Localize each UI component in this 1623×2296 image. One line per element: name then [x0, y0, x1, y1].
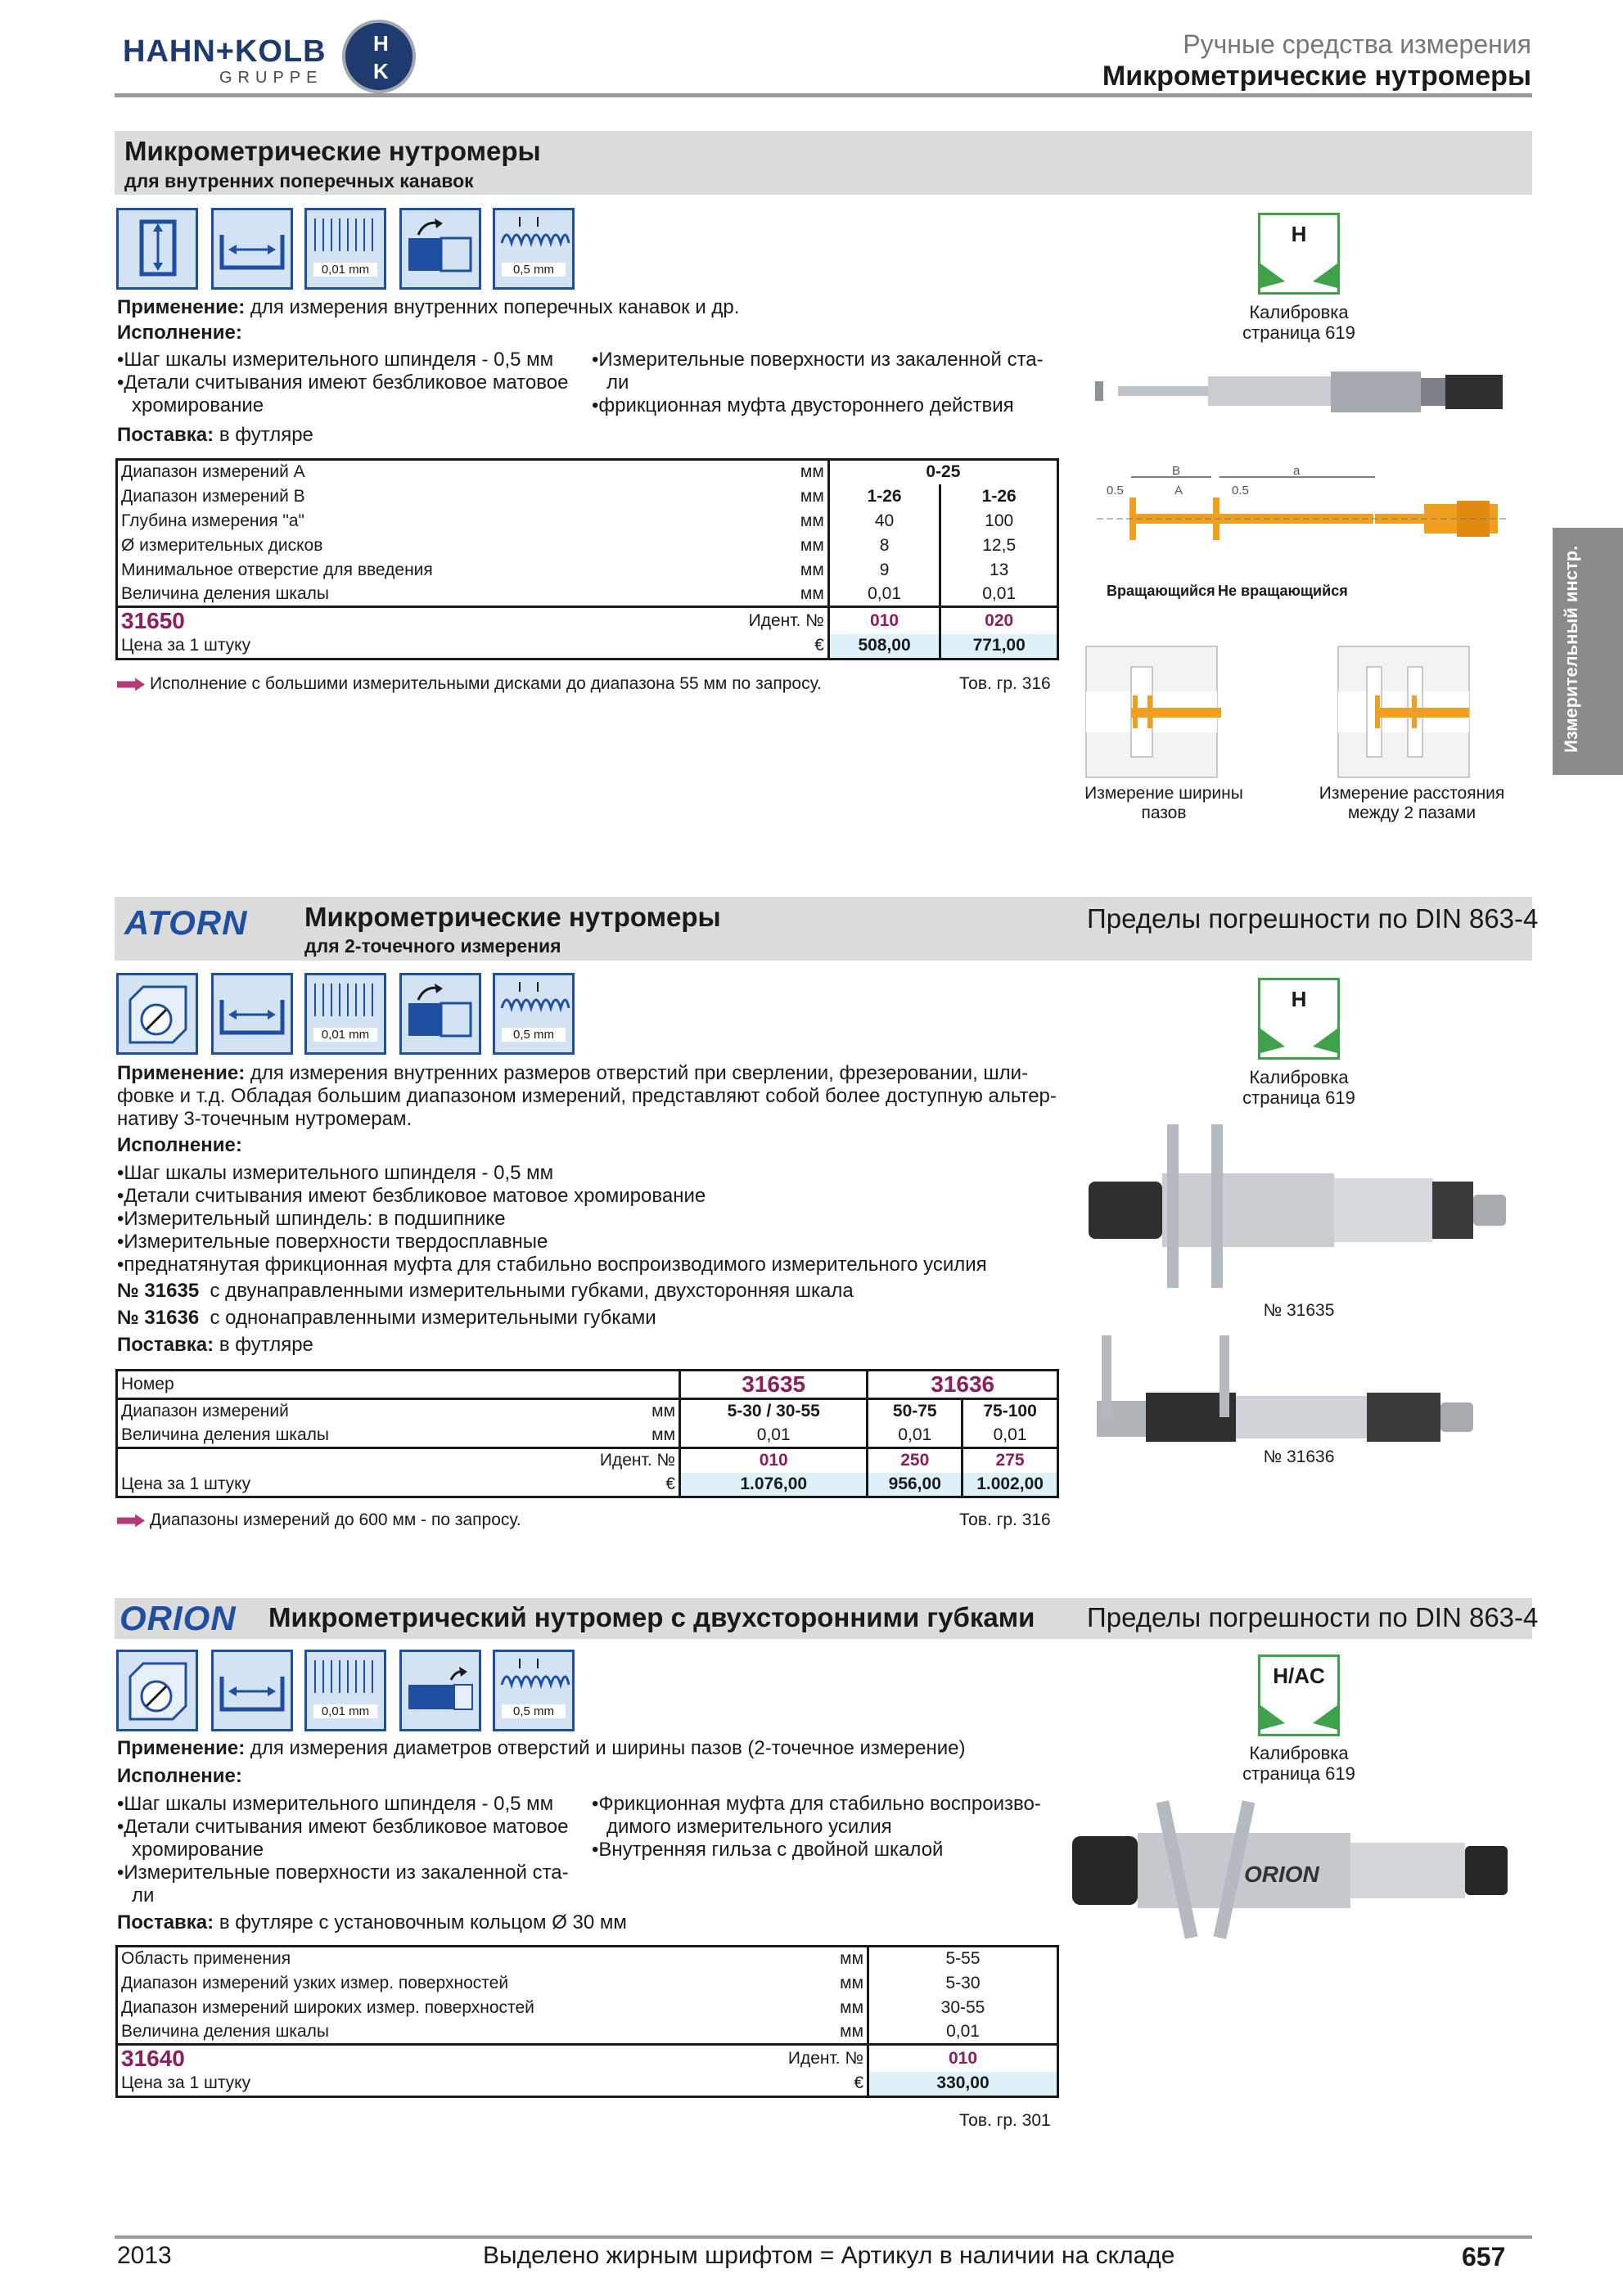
svg-text:0.5: 0.5: [1107, 484, 1124, 497]
resolution-icon: 0,01 mm: [304, 1650, 386, 1731]
section3-design-left: •Шаг шкалы измерительного шпинделя - 0,5 мм •Детали считывания имеют безбликовое матовое хромирование •Измерительные поверхности из закаленной ста- ли: [117, 1793, 569, 1907]
section2-application: Применение: для измерения внутренних размеров отверстий при сверлении, фрезеровании, шли- фовке и т.д. Обладая большим диапазоном измерений, представляют собой более доступную альтер- нативу 3-точечным нутромерам.: [117, 1062, 1057, 1130]
svg-text:a: a: [1293, 465, 1301, 478]
table-row: 31640 Идент. № 010: [117, 2045, 1058, 2073]
micrometer-31635-caption: № 31635: [1263, 1301, 1335, 1320]
table-row: Цена за 1 штуку € 508,00 771,00: [117, 634, 1058, 659]
table-row: Цена за 1 штуку € 1.076,00 956,00 1.002,00: [117, 1473, 1058, 1497]
groove-distance-diagram: [1334, 642, 1473, 781]
groove-micrometer-diagram: [1097, 465, 1514, 612]
section1-design-label: Исполнение:: [117, 322, 242, 344]
groove-distance-caption: Измерение расстояния между 2 пазами: [1319, 784, 1505, 822]
header-category: Ручные средства измерения: [1183, 29, 1531, 59]
resolution-icon: 0,01 mm: [304, 973, 386, 1055]
svg-text:B: B: [1172, 465, 1181, 478]
pitch-icon: 0,5 mm: [493, 1650, 575, 1731]
footer-legend: Выделено жирным шрифтом = Артикул в наличии на складе: [483, 2242, 1175, 2269]
section2-design-label: Исполнение:: [117, 1134, 242, 1156]
section1-title: Микрометрические нутромеры: [124, 136, 541, 166]
groove-width-diagram: [1082, 642, 1221, 781]
table-row: Диапазон измерений широких измер. поверхностей мм 30-55: [117, 1996, 1058, 2020]
section2-note: Диапазоны измерений до 600 мм - по запросу.: [117, 1510, 521, 1530]
micrometer-31635-image: [1089, 1124, 1522, 1296]
section2-group: Тов. гр. 316: [959, 1510, 1051, 1529]
section3-design-label: Исполнение:: [117, 1765, 242, 1787]
pitch-icon: 0,5 mm: [493, 973, 575, 1055]
section2-supply: Поставка: в футляре: [117, 1334, 313, 1356]
svg-text:Не вращающийся: Не вращающийся: [1218, 583, 1348, 599]
table-row: Диапазон измерений узких измер. поверхностей мм 5-30: [117, 1971, 1058, 1996]
section2-title: Микрометрические нутромеры: [304, 902, 721, 932]
inner-width-icon: [211, 208, 293, 290]
inner-width-icon: [211, 1650, 293, 1731]
atorn-logo: ATORN: [124, 903, 248, 942]
table-row: Диапазон измерений A мм 0-25: [117, 460, 1058, 484]
section2-design-list: •Шаг шкалы измерительного шпинделя - 0,5 мм •Детали считывания имеют безбликовое матовое хромирование •Измерительный шпиндель: в подшипнике •Измерительные поверхности твердосплавные •преднатянутая фрикционная муфта для стабильно воспроизводимого измерительного усилия: [117, 1162, 987, 1276]
section1-design-left: •Шаг шкалы измерительного шпинделя - 0,5 мм •Детали считывания имеют безбликовое матовое хромирование: [117, 349, 569, 416]
micrometer-31636-caption: № 31636: [1263, 1447, 1335, 1466]
orion-logo: ORION: [119, 1599, 237, 1637]
table-row: Величина деления шкалы мм 0,01 0,01: [117, 583, 1058, 607]
micrometer-31636-image: [1089, 1335, 1522, 1450]
footer-year: 2013: [117, 2242, 172, 2269]
orion-micrometer-image: [1072, 1800, 1531, 1947]
table-row: Идент. № 010 250 275: [117, 1448, 1058, 1473]
calibration-text: Калибровка страница 619: [1242, 1743, 1355, 1784]
table-row: Величина деления шкалы мм 0,01 0,01 0,01: [117, 1424, 1058, 1448]
section3-title: Микрометрический нутромер с двухсторонними губками: [268, 1602, 1035, 1632]
friction-clutch-icon: [399, 973, 481, 1055]
resolution-icon: 0,01 mm: [304, 208, 386, 290]
calibration-text: Калибровка страница 619: [1242, 302, 1355, 343]
svg-text:0.5: 0.5: [1232, 484, 1249, 497]
friction-clutch-icon: [399, 208, 481, 290]
section1-spec-table: [115, 458, 1059, 660]
side-tab[interactable]: Измерительный инстр.: [1553, 528, 1623, 775]
page-number: 657: [1462, 2242, 1506, 2271]
section2-variant-31636: № 31636 с однонаправленными измерительными губками: [117, 1307, 656, 1329]
footer-divider: [115, 2235, 1532, 2239]
section2-din: Пределы погрешности по DIN 863-4: [1087, 903, 1539, 934]
calibration-badge: H/AC: [1258, 1654, 1340, 1736]
table-row: Цена за 1 штуку € 330,00: [117, 2072, 1058, 2096]
table-row: Область применения мм 5-55: [117, 1947, 1058, 1971]
section1-supply: Поставка: в футляре: [117, 424, 313, 446]
section3-din: Пределы погрешности по DIN 863-4: [1087, 1602, 1539, 1632]
header-divider: [115, 93, 1532, 97]
section2-spec-table: [115, 1369, 1059, 1498]
section2-variant-31635: № 31635 с двунаправленными измерительными губками, двухсторонняя шкала: [117, 1280, 854, 1302]
section3-spec-table: [115, 1945, 1059, 2098]
section3-supply: Поставка: в футляре с установочным кольцом Ø 30 мм: [117, 1911, 627, 1934]
table-row: Глубина измерения "а" мм 40 100: [117, 509, 1058, 533]
header-subcategory: Микрометрические нутромеры: [1102, 61, 1531, 92]
table-row: Величина деления шкалы мм 0,01: [117, 2020, 1058, 2045]
arrow-icon: [117, 678, 145, 691]
logo-badge-icon: H K: [342, 20, 416, 93]
bore-diameter-icon: [116, 1650, 198, 1731]
table-row: Диапазон измерений B мм 1-26 1-26: [117, 484, 1058, 509]
section1-group: Тов. гр. 316: [959, 674, 1051, 693]
svg-text:ORION: ORION: [1244, 1862, 1319, 1887]
section1-application: Применение: для измерения внутренних поперечных канавок и др.: [117, 296, 740, 318]
ratchet-icon: [399, 1650, 481, 1731]
inner-width-icon: [211, 973, 293, 1055]
pitch-icon: 0,5 mm: [493, 208, 575, 290]
calibration-text: Калибровка страница 619: [1242, 1067, 1355, 1108]
section3-design-right: •Фрикционная муфта для стабильно воспроизво- димого измерительного усилия •Внутренняя гильза с двойной шкалой: [592, 1793, 1041, 1861]
calibration-badge: H: [1258, 978, 1340, 1060]
svg-text:A: A: [1174, 484, 1183, 497]
table-row: Ø измерительных дисков мм 8 12,5: [117, 533, 1058, 558]
arrow-icon: [117, 1514, 145, 1527]
logo-wordmark: HAHN+KOLB: [123, 34, 327, 69]
calibration-badge: H: [1258, 213, 1340, 295]
bore-diameter-icon: [116, 973, 198, 1055]
section3-application: Применение: для измерения диаметров отверстий и ширины пазов (2-точечное измерение): [117, 1737, 966, 1759]
groove-depth-icon: [116, 208, 198, 290]
groove-micrometer-image: [1085, 360, 1519, 430]
table-row: Номер 31635 31636: [117, 1371, 1058, 1399]
groove-width-caption: Измерение ширины пазов: [1084, 784, 1243, 822]
table-row: 31650 Идент. № 010 020: [117, 607, 1058, 635]
logo-subtitle: GRUPPE: [219, 69, 323, 87]
svg-text:Вращающийся: Вращающийся: [1107, 583, 1215, 599]
table-row: Минимальное отверстие для введения мм 9 13: [117, 558, 1058, 583]
section2-subtitle: для 2-точечного измерения: [304, 935, 561, 957]
section1-subtitle: для внутренних поперечных канавок: [124, 170, 474, 191]
section1-design-right: •Измерительные поверхности из закаленной ста- ли •фрикционная муфта двустороннего действия: [592, 349, 1044, 416]
table-row: Диапазон измерений мм 5-30 / 30-55 50-75 75-100: [117, 1399, 1058, 1424]
section1-note: Исполнение с большими измерительными дисками до диапазона 55 мм по запросу.: [117, 674, 822, 694]
section3-group: Тов. гр. 301: [959, 2111, 1051, 2130]
